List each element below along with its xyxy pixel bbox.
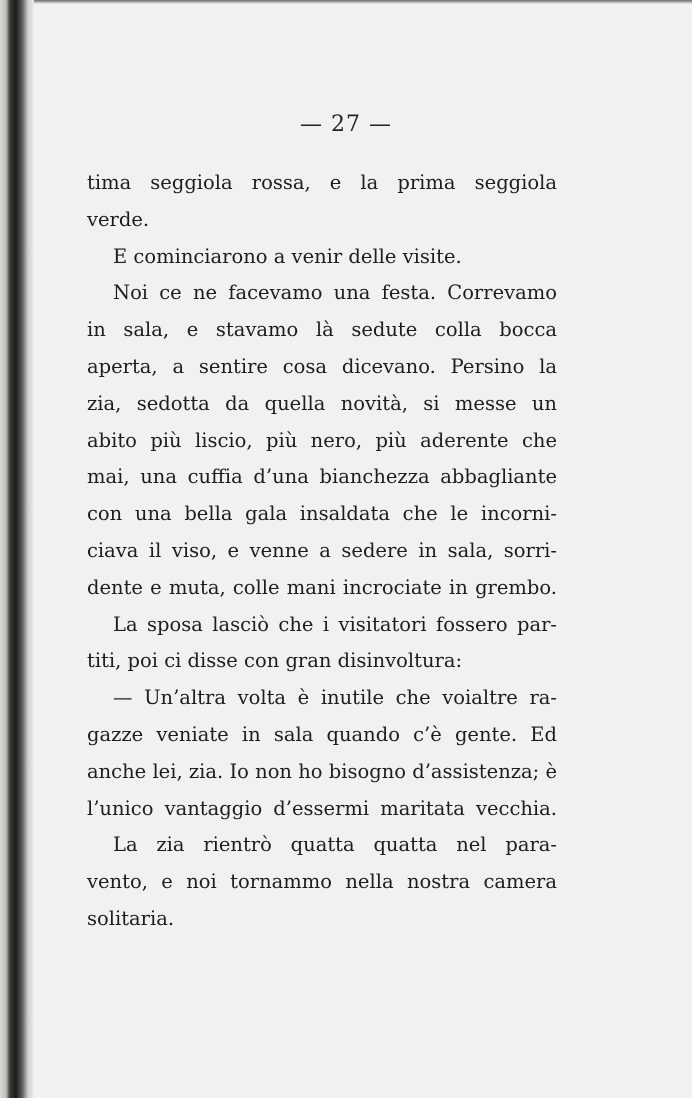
page-top-edge <box>0 0 692 4</box>
text-line-2: verde. <box>87 207 150 231</box>
text-line-1: tima seggiola rossa, e la prima seggiola <box>87 171 557 194</box>
text-line-11: ciava il viso, e venne a sedere in sala, sorri- <box>87 538 557 562</box>
book-spine-shadow <box>0 0 34 1098</box>
body-text <box>87 165 557 938</box>
text-line-5: in sala, e stavamo là sedute colla bocca <box>87 318 557 342</box>
text-line-4: Noi ce ne facevamo una festa. Correvamo <box>113 281 557 305</box>
text-line-17: anche lei, zia. Io non ho bisogno d’assistenza; è <box>87 759 557 783</box>
text-line-13: La sposa lasciò che i visitatori fossero par- <box>113 612 557 636</box>
text-line-7: zia, sedotta da quella novità, si messe un <box>87 391 557 415</box>
text-line-6: aperta, a sentire cosa dicevano. Persino la <box>87 354 557 378</box>
text-line-3: E cominciarono a venir delle visite. <box>113 244 462 268</box>
text-line-21: solitaria. <box>87 906 175 930</box>
page-number: — 27 — <box>300 112 392 137</box>
text-line-12: dente e muta, colle mani incrociate in grembo. <box>87 575 557 599</box>
text-line-10: con una bella gala insaldata che le incorni- <box>87 502 557 526</box>
text-line-15: — Un’altra volta è inutile che voialtre ra- <box>113 686 557 710</box>
text-line-16: gazze veniate in sala quando c’è gente. Ed <box>87 722 557 746</box>
text-line-9: mai, una cuffia d’una bianchezza abbagliante <box>87 465 557 489</box>
text-line-19: La zia rientrò quatta quatta nel para- <box>113 833 557 857</box>
text-line-20: vento, e noi tornammo nella nostra camera <box>87 870 557 894</box>
text-line-14: titi, poi ci disse con gran disinvoltura: <box>87 649 463 673</box>
text-line-18: l’unico vantaggio d’essermi maritata vecchia. <box>87 796 557 820</box>
text-line-8: abito più liscio, più nero, più aderente che <box>87 428 557 452</box>
